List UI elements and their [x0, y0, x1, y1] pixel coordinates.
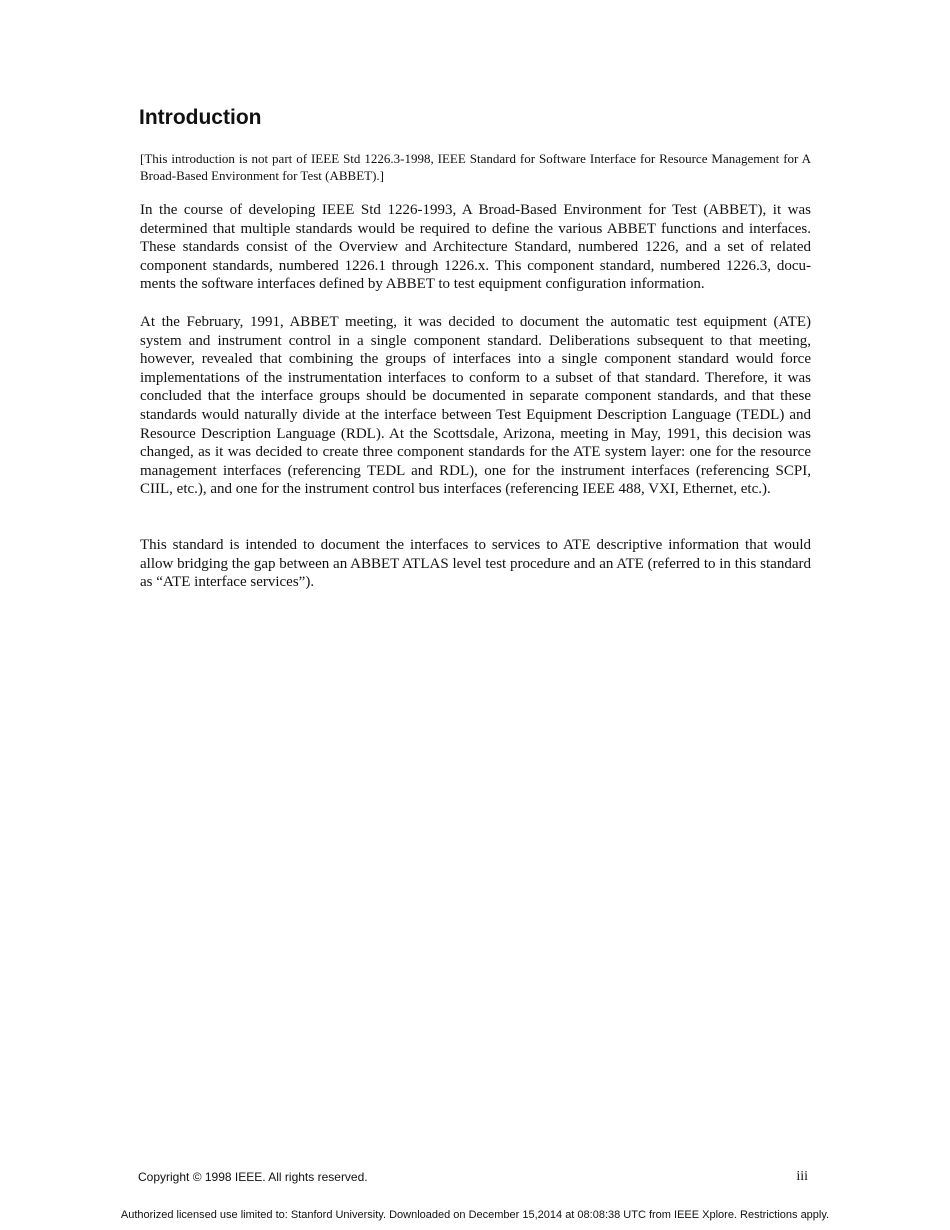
license-notice: Authorized licensed use limited to: Stanford University. Downloaded on December 15,2014 at 08:08:38 UTC from IEEE Xplore. Restrictions apply. — [120, 1209, 830, 1221]
copyright-notice: Copyright © 1998 IEEE. All rights reserved. — [138, 1170, 368, 1184]
paragraph-3: This standard is intended to document the interfaces to services to ATE descriptive information that would allow bridging the gap between an ABBET ATLAS level test procedure and an ATE (referred to in this standard as “ATE interface services”). — [140, 537, 811, 591]
page-number: iii — [796, 1169, 808, 1184]
introduction-note: [This introduction is not part of IEEE Std 1226.3-1998, IEEE Standard for Software Interface for Resource Management for A Broad-Based Environment for Test (ABBET).] — [140, 151, 811, 183]
paragraph-1: In the course of developing IEEE Std 1226-1993, A Broad-Based Environment for Test (ABBET), it was determined that multiple standards would be required to define the various ABBET functions and interfaces. These standards consist of the Overview and Architecture Standard, numbered 1226, and a set of related component standards, numbered 1226.1 through 1226.x. This component standard, numbered 1226.3, documents the software interfaces defined by ABBET to test equipment configuration information. — [140, 202, 811, 293]
paragraph-2: At the February, 1991, ABBET meeting, it was decided to document the automatic test equipment (ATE) system and instrument control in a single component standard. Deliberations subsequent to that meeting, however, revealed that combining the groups of interfaces into a single component standard would force implementations of the instrumentation interfaces to conform to a subset of that standard. Therefore, it was concluded that the interface groups should be documented in separate component standards, and that these standards would naturally divide at the interface between Test Equipment Description Language (TEDL) and Resource Description Language (RDL). At the Scottsdale, Arizona, meeting in May, 1991, this decision was changed, as it was decided to create three component standards for the ATE system layer: one for the resource management interfaces (referencing TEDL and RDL), one for the instrument interfaces (referencing SCPI, CIIL, etc.), and one for the instrument control bus interfaces (referencing IEEE 488, VXI, Ethernet, etc.). — [140, 314, 811, 498]
page-title: Introduction — [139, 106, 262, 129]
